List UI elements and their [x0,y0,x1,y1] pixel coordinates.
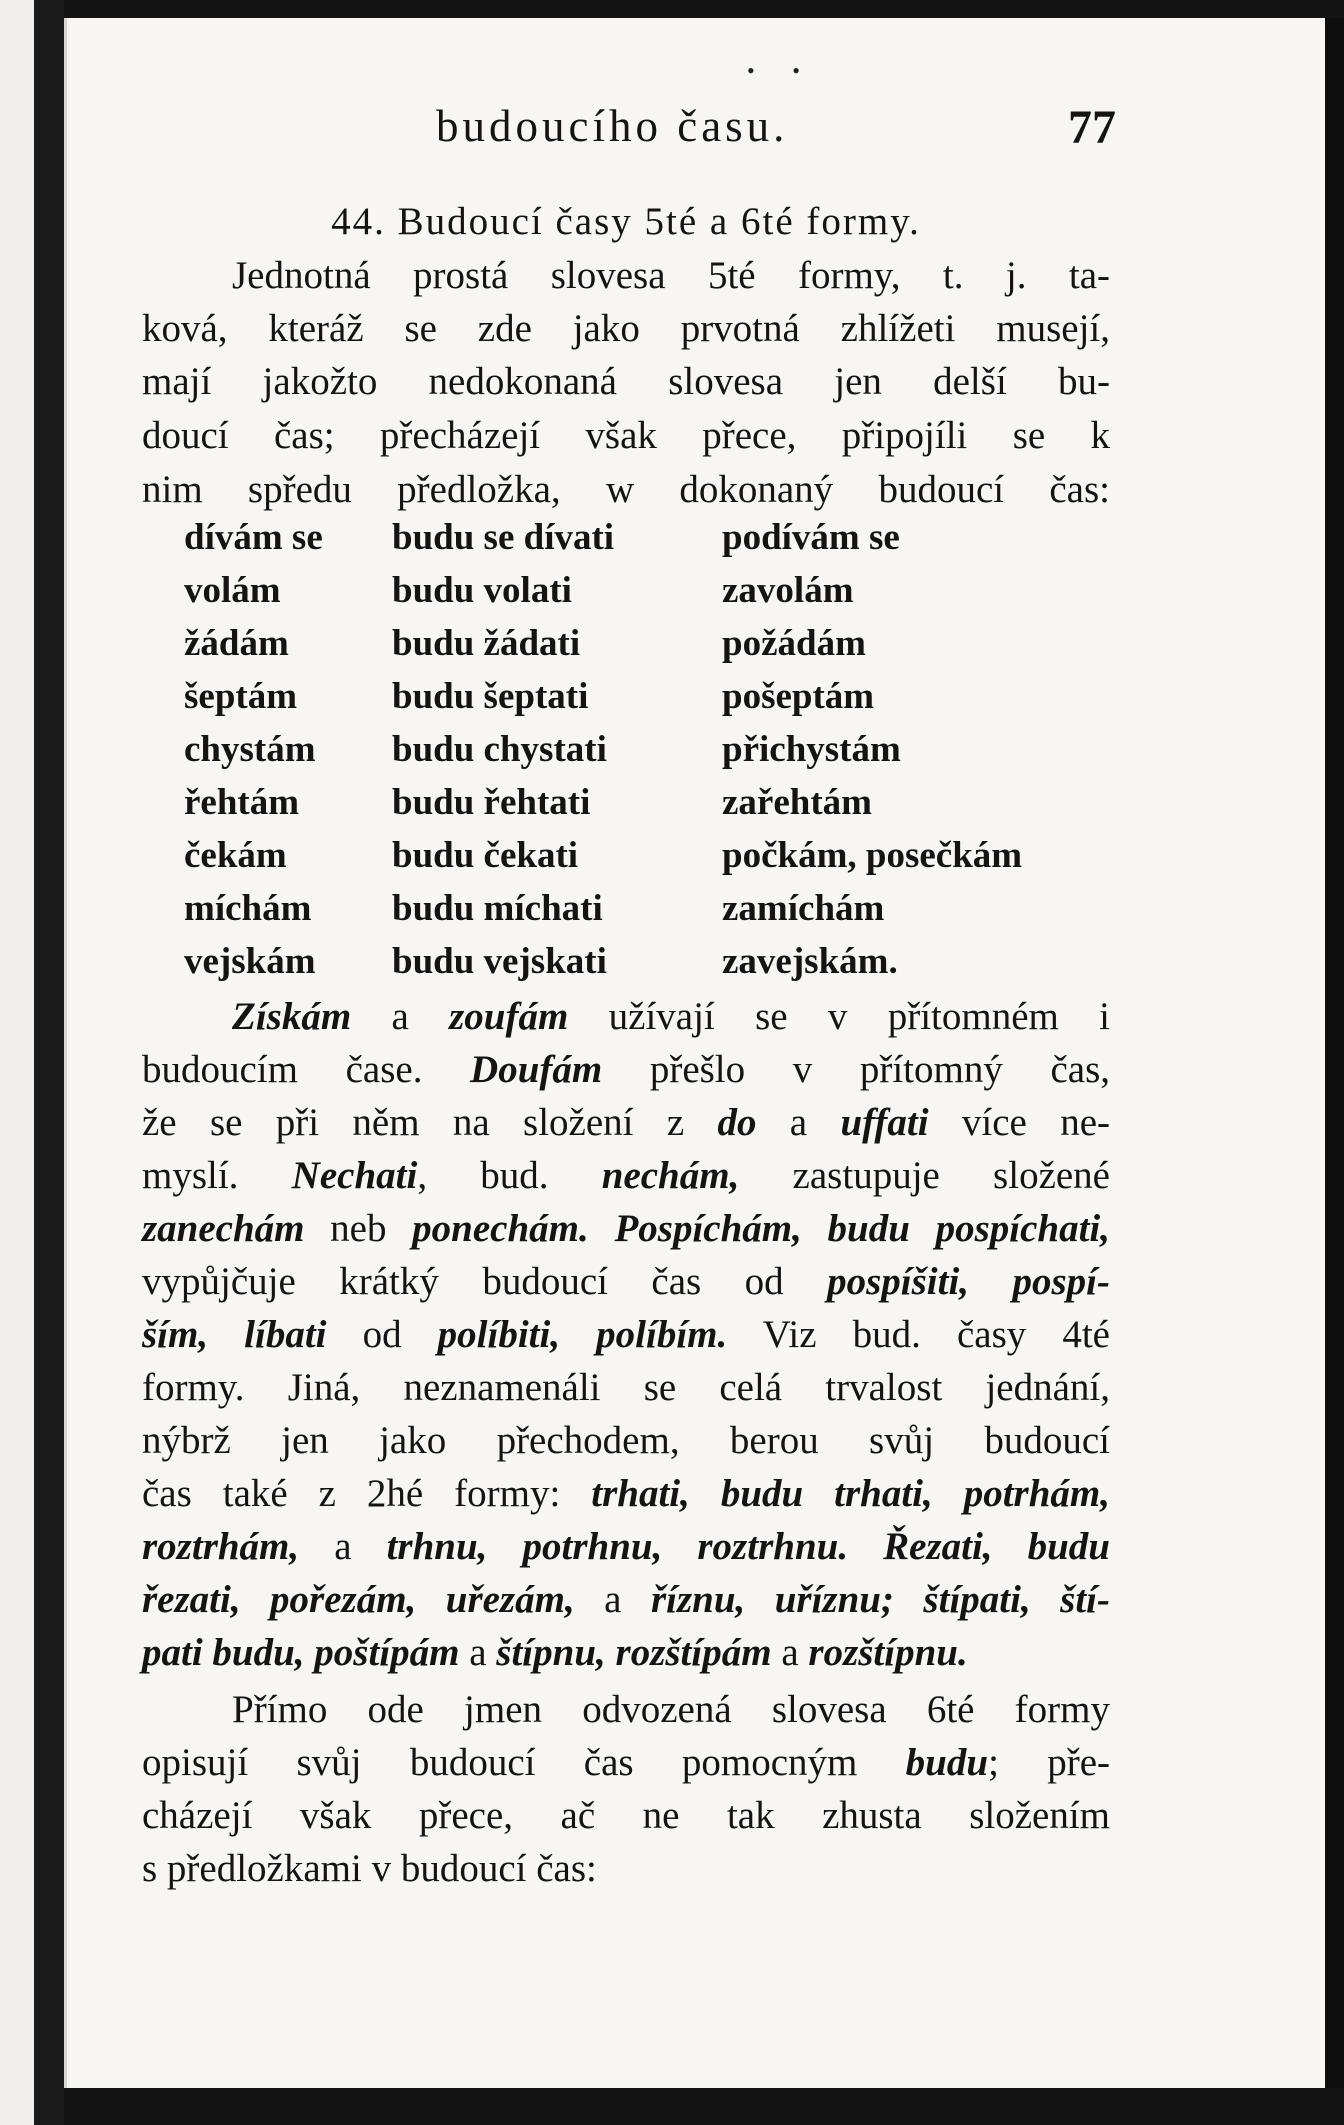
verb-present: míchám [184,888,312,929]
italic-term: štípnu, rozštípám [496,1631,772,1674]
verb-present: chystám [184,729,316,770]
verb-future-perfective: počkám, posečkám [722,835,1023,876]
italic-term: trhati, budu trhati, potrhám, [591,1472,1110,1515]
italic-term: řezati, pořezám, uřezám, [142,1578,575,1621]
text-run: a [771,1631,809,1674]
text-run: a [351,995,450,1038]
text-run: od [326,1313,438,1356]
verb-future-long: budu žádati [392,623,581,664]
text-run: a [459,1631,497,1674]
para1-line1: Jednotná prostá slovesa 5té formy, t. j. ta- [232,254,1110,297]
text-run: přešlo v přítomný čas, [602,1048,1110,1091]
italic-term: Doufám [470,1048,603,1091]
italic-term: budu [905,1741,989,1784]
italic-term: ším, líbati [142,1313,327,1356]
para2-line9: nýbrž jen jako přechodem, berou svůj budoucí [142,1419,1110,1462]
italic-term: uffati [840,1101,929,1144]
verb-present: volám [184,570,281,611]
verb-future-long: budu šeptati [392,676,589,717]
para1-line3: mají jakožto nedokonaná slovesa jen delší bu- [142,360,1110,403]
para2-line11 [142,1521,1110,1573]
para2-line3 [142,1097,1110,1149]
italic-term: říznu, uříznu; štípati, ští- [650,1578,1110,1621]
verb-present: řehtám [184,782,300,823]
para3-line1: Přímo ode jmen odvozená slovesa 6té formy [232,1688,1110,1731]
para2-line10 [142,1468,1110,1520]
text-run: že se při něm na složení z [142,1101,718,1144]
text-run: ; pře- [988,1741,1110,1784]
verb-future-perfective: podívám se [722,517,900,558]
running-header [436,100,1116,160]
verb-future-perfective: zavolám [722,570,854,611]
text-run: , bud. [417,1154,602,1197]
text-run: vypůjčuje krátký budoucí čas od [142,1260,828,1303]
verb-future-perfective: požádám [722,623,866,664]
printer-marks: • • [747,58,816,83]
text-run: myslí. [142,1154,292,1197]
para3-line3: cházejí však přece, ač ne tak zhusta složením [142,1794,1110,1837]
text-run: užívají se v přítomném i [568,995,1111,1038]
para2-line2 [142,1044,1110,1096]
para2-line1 [232,991,1110,1043]
italic-term: rozštípnu. [808,1631,968,1674]
para2-line6 [142,1256,1110,1308]
para2-line12 [142,1574,1110,1626]
text-run: čas také z 2hé formy: [142,1472,592,1515]
verb-present: čekám [184,835,287,876]
verb-future-long: budu řehtati [392,782,591,823]
verb-future-perfective: zamíchám [722,888,885,929]
para1-line2: ková, kteráž se zde jako prvotná zhlížeti musejí, [142,307,1110,350]
verb-future-long: budu míchati [392,888,603,929]
italic-term: zoufám [449,995,569,1038]
verb-future-perfective: přichystám [722,729,901,770]
italic-term: nechám, [601,1154,740,1197]
verb-present: dívám se [184,517,323,558]
para2-line7 [142,1309,1110,1361]
italic-term: trhnu, potrhnu, roztrhnu. Řezati, budu [386,1525,1110,1568]
text-run: a [756,1101,841,1144]
verb-future-long: budu vejskati [392,941,607,982]
page-edge-right [1322,18,1344,2088]
text-run: budoucím čase. [142,1048,471,1091]
text-run: a [299,1525,387,1568]
text-run: Viz bud. časy 4té [727,1313,1110,1356]
italic-term: pospíšiti, pospí- [827,1260,1110,1303]
verb-future-perfective: zavejskám. [722,941,898,982]
para1-line4: doucí čas; přecházejí však přece, připojíli se k [142,414,1110,457]
verb-present: vejskám [184,941,316,982]
verb-future-long: budu čekati [392,835,579,876]
verb-future-long: budu volati [392,570,572,611]
text-run: a [574,1578,651,1621]
italic-term: ponechám. [412,1207,589,1250]
italic-term: Pospíchám, budu pospíchati, [614,1207,1111,1250]
italic-term: Nechati [291,1154,418,1197]
adjacent-page-edge [0,0,34,2125]
section-heading: 44. Budoucí časy 5té a 6té formy. [331,200,921,243]
gutter-shadow [34,0,64,2125]
text-run [589,1207,615,1250]
text-run: více ne- [928,1101,1110,1144]
italic-term: roztrhám, [142,1525,300,1568]
para1-line5: nim spředu předložka, w dokonaný budoucí čas: [142,468,1110,511]
verb-present: šeptám [184,676,298,717]
para2-line4 [142,1150,1110,1202]
verb-future-long: budu chystati [392,729,607,770]
para3-line2 [142,1737,1110,1789]
text-run: neb [304,1207,413,1250]
para3-line4: s předložkami v budoucí čas: [142,1847,597,1890]
verb-future-perfective: pošeptám [722,676,875,717]
running-title: budoucího času. [436,101,789,151]
italic-term: pati budu, poštípám [142,1631,460,1674]
para2-line5 [142,1203,1110,1255]
para2-line8: formy. Jiná, neznamenáli se celá trvalost jednání, [142,1366,1110,1409]
italic-term: zanechám [142,1207,305,1250]
italic-term: do [717,1101,757,1144]
para2-line13 [142,1627,1110,1679]
verb-future-long: budu se dívati [392,517,615,558]
italic-term: políbiti, políbím. [437,1313,728,1356]
page-number: 77 [1068,101,1116,154]
verb-future-perfective: zařehtám [722,782,872,823]
verb-present: žádám [184,623,289,664]
text-run: opisují svůj budoucí čas pomocným [142,1741,906,1784]
text-run: zastupuje složené [739,1154,1110,1197]
italic-term: Získám [232,995,352,1038]
